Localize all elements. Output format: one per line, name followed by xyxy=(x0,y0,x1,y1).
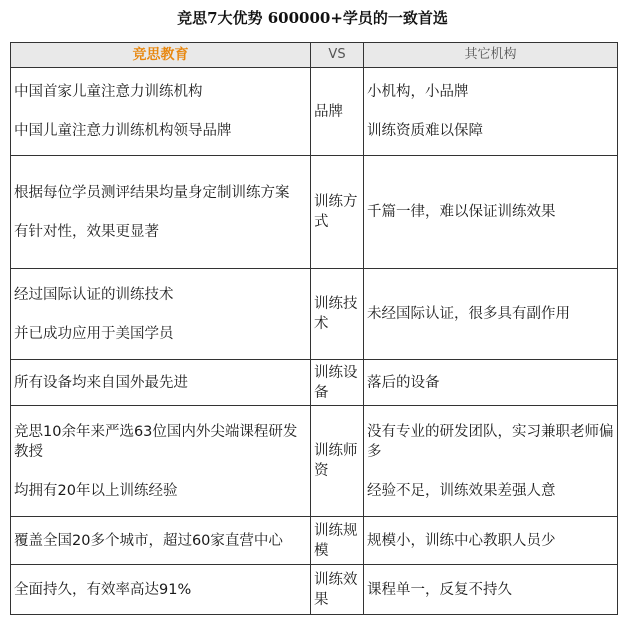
table-row-effect xyxy=(11,565,618,615)
others-cell xyxy=(364,360,618,406)
category-cell: 训练规模 xyxy=(311,517,364,565)
header-others: 其它机构 xyxy=(364,43,618,68)
others-text: 没有专业的研发团队，实习兼职老师偏多 xyxy=(367,423,614,460)
ours-cell xyxy=(11,565,311,615)
table-row-technology xyxy=(11,269,618,360)
others-cell xyxy=(364,565,618,615)
others-text: 规模小，训练中心教职人员少 xyxy=(367,532,556,549)
comparison-table xyxy=(10,42,618,615)
category-cell: 训练效果 xyxy=(311,565,364,615)
page-title: 竞思7大优势 600000+学员的一致首选 xyxy=(177,9,448,27)
table-row-equipment xyxy=(11,360,618,406)
category-cell: 训练师资 xyxy=(311,406,364,517)
ours-text: 竞思10余年来严选63位国内外尖端课程研发教授 xyxy=(14,423,298,460)
ours-cell xyxy=(11,68,311,156)
ours-cell xyxy=(11,406,311,517)
ours-cell xyxy=(11,360,311,406)
category-cell: 品牌 xyxy=(311,68,364,156)
others-text: 经验不足，训练效果差强人意 xyxy=(367,482,556,499)
others-text: 未经国际认证，很多具有副作用 xyxy=(367,306,570,322)
others-text: 千篇一律，难以保证训练效果 xyxy=(367,204,556,220)
ours-text: 中国首家儿童注意力训练机构 xyxy=(14,84,203,100)
table-row-method xyxy=(11,156,618,269)
others-cell xyxy=(364,269,618,360)
ours-cell xyxy=(11,269,311,360)
header-ours: 竞思教育 xyxy=(11,43,311,68)
category-cell: 训练方式 xyxy=(311,156,364,269)
ours-text: 覆盖全国20多个城市，超过60家直营中心 xyxy=(14,532,283,549)
others-text: 小机构，小品牌 xyxy=(367,84,469,100)
category-cell: 训练技术 xyxy=(311,269,364,360)
ours-cell xyxy=(11,156,311,269)
ours-cell xyxy=(11,517,311,565)
others-cell xyxy=(364,517,618,565)
table-row-teachers xyxy=(11,406,618,517)
ours-text: 均拥有20年以上训练经验 xyxy=(14,482,178,499)
ours-text: 并已成功应用于美国学员 xyxy=(14,325,174,342)
table-row-brand xyxy=(11,68,618,156)
others-text: 课程单一，反复不持久 xyxy=(367,581,512,598)
ours-text: 中国儿童注意力训练机构领导品牌 xyxy=(14,123,232,139)
others-cell xyxy=(364,156,618,269)
table-row-scale xyxy=(11,517,618,565)
ours-text: 有针对性，效果更显著 xyxy=(14,223,159,240)
category-cell: 训练设备 xyxy=(311,360,364,406)
ours-text: 根据每位学员测评结果均量身定制训练方案 xyxy=(14,184,290,201)
others-cell xyxy=(364,68,618,156)
table-header-row xyxy=(11,43,618,68)
others-text: 训练资质难以保障 xyxy=(367,123,483,139)
others-cell xyxy=(364,406,618,517)
ours-text: 全面持久，有效率高达91% xyxy=(14,581,192,598)
ours-text: 所有设备均来自国外最先进 xyxy=(14,374,188,391)
ours-text: 经过国际认证的训练技术 xyxy=(14,286,174,303)
header-vs: VS xyxy=(311,43,364,68)
others-text: 落后的设备 xyxy=(367,374,440,391)
